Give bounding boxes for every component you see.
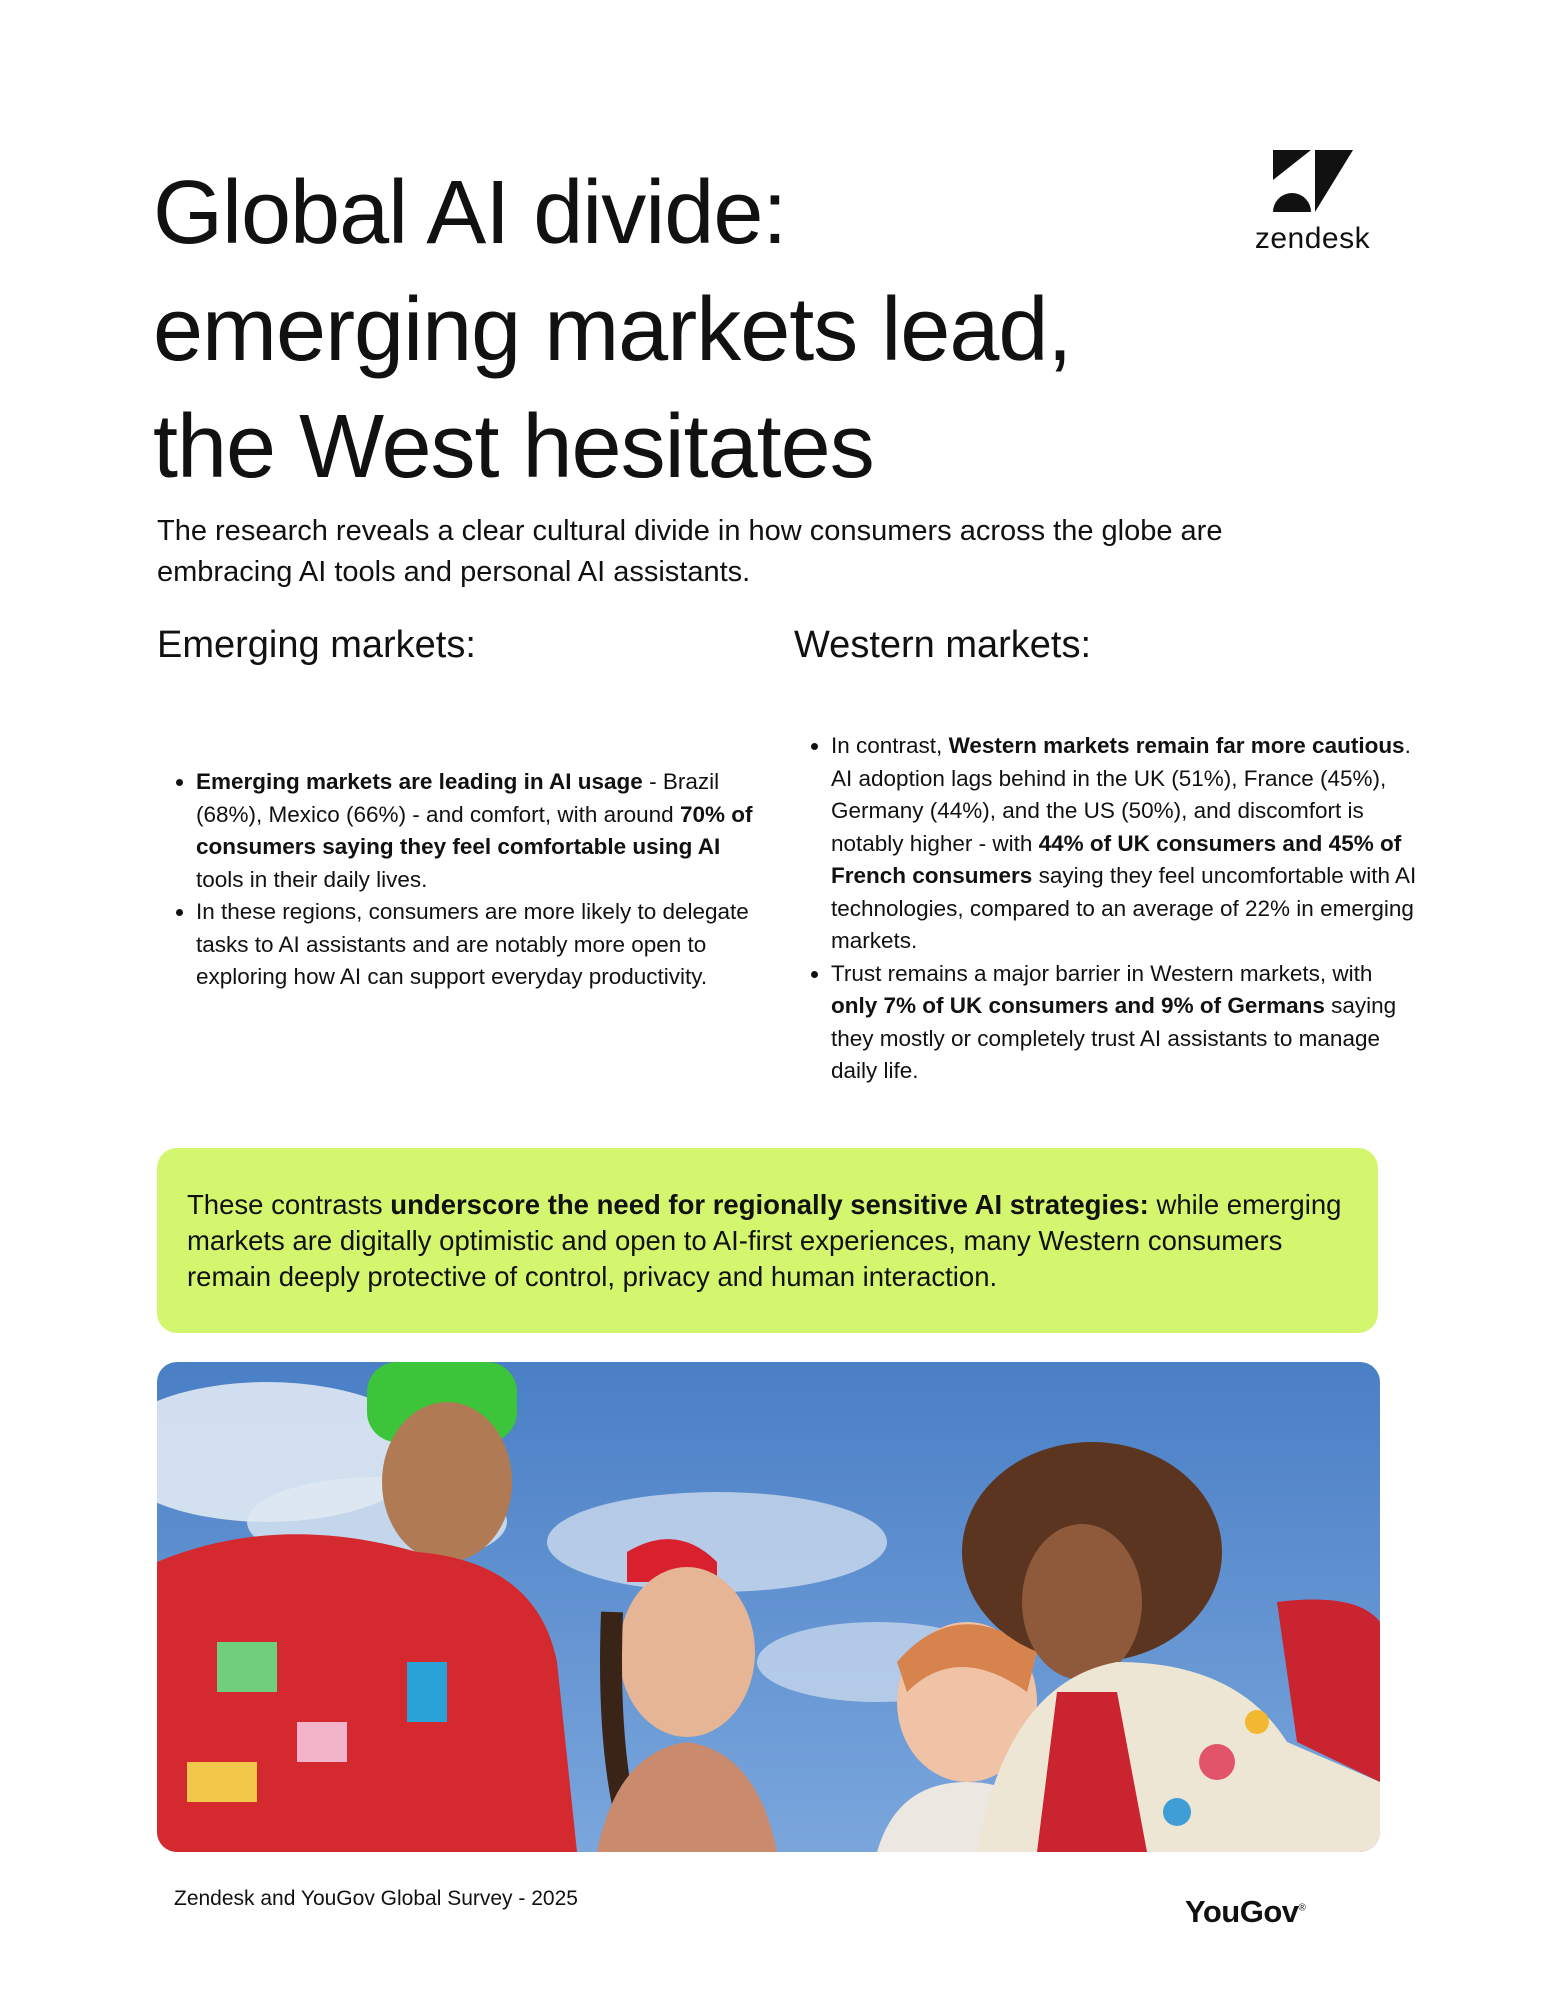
emerging-heading: Emerging markets: (157, 624, 476, 666)
bullet-bold-text: 44% of UK consumers and 45% of French consumers (831, 830, 1402, 888)
bullet-item (196, 766, 756, 896)
zendesk-logo-icon (1273, 150, 1353, 212)
western-bullets (793, 730, 1421, 1088)
callout-post: while emerging markets are digitally optimistic and open to AI-first experiences, many Western consumers remain deeply protective of control, privacy and human interaction. (187, 1189, 1342, 1292)
bullet-text: - Brazil (68%), Mexico (66%) - and comfort, with around (196, 769, 720, 827)
bullet-text: . AI adoption lags behind in the UK (51%), France (45%), Germany (44%), and the US (50%), and discomfort is notably higher - with (831, 733, 1411, 856)
western-heading: Western markets: (794, 624, 1092, 666)
group-photo-illustration (157, 1362, 1380, 1852)
group-photo (157, 1362, 1380, 1852)
bullet-text: saying they feel uncomfortable with AI technologies, compared to an average of 22% in emerging markets. (831, 863, 1417, 953)
bullet-item (831, 730, 1421, 958)
bullet-bold-text: Emerging markets are leading in AI usage (196, 769, 643, 794)
callout-box (157, 1148, 1378, 1333)
yougov-registered-mark: ® (1298, 1902, 1306, 1914)
title-line-1: Global AI divide: (153, 163, 787, 263)
zendesk-logo (1245, 150, 1380, 255)
title-line-3: the West hesitates (153, 397, 874, 497)
callout-bold: underscore the need for regionally sensitive AI strategies: (390, 1189, 1149, 1220)
yougov-wordmark: YouGov (1185, 1894, 1299, 1929)
bullet-text: tools in their daily lives. (196, 866, 428, 892)
bullet-text: In these regions, consumers are more likely to delegate tasks to AI assistants and are notably more open to exploring how AI can support everyday productivity. (196, 899, 749, 989)
footer-source: Zendesk and YouGov Global Survey - 2025 (174, 1887, 578, 1910)
title-line-2: emerging markets lead, (153, 280, 1072, 380)
bullet-item (196, 896, 756, 994)
callout-pre: These contrasts (187, 1189, 391, 1220)
bullet-bold-text: 70% of consumers saying they feel comfortable using AI (196, 801, 753, 859)
zendesk-wordmark: zendesk (1254, 222, 1371, 255)
bullet-text: In contrast, (831, 733, 949, 758)
emerging-bullets (158, 766, 756, 994)
bullet-text: Trust remains a major barrier in Western markets, with (831, 960, 1373, 986)
bullet-bold-text: only 7% of UK consumers and 9% of Germans (831, 993, 1325, 1018)
yougov-logo (1185, 1894, 1305, 1930)
bullet-item (831, 958, 1421, 1088)
intro-paragraph: The research reveals a clear cultural divide in how consumers across the globe are embracing AI tools and personal AI assistants. (157, 515, 1223, 588)
bullet-text: saying they mostly or completely trust AI assistants to manage daily life. (831, 993, 1397, 1083)
bullet-bold-text: Western markets remain far more cautious (948, 733, 1405, 758)
page-title (153, 155, 1203, 506)
